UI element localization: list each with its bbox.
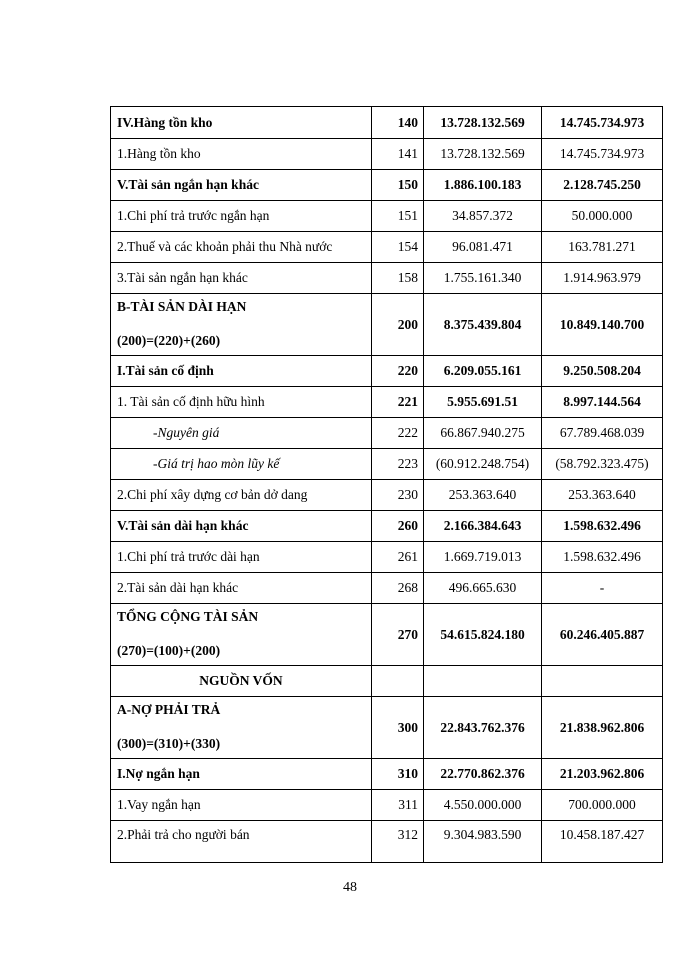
row-code: 141	[372, 139, 424, 170]
table-row	[111, 139, 663, 170]
row-code: 221	[372, 387, 424, 418]
value-current: (60.912.248.754)	[424, 449, 542, 480]
row-label: 1. Tài sản cố định hữu hình	[111, 387, 372, 418]
row-code: 300	[372, 697, 424, 759]
value-previous: 1.598.632.496	[542, 542, 663, 573]
row-code: 158	[372, 263, 424, 294]
value-current: 4.550.000.000	[424, 790, 542, 821]
value-previous: 1.598.632.496	[542, 511, 663, 542]
row-label: 2.Thuế và các khoản phải thu Nhà nước	[111, 232, 372, 263]
row-label: 2.Tài sản dài hạn khác	[111, 573, 372, 604]
row-label	[111, 604, 372, 666]
value-current	[424, 666, 542, 697]
value-current: 496.665.630	[424, 573, 542, 604]
value-previous: 2.128.745.250	[542, 170, 663, 201]
value-previous: (58.792.323.475)	[542, 449, 663, 480]
value-previous: 9.250.508.204	[542, 356, 663, 387]
row-code: 223	[372, 449, 424, 480]
value-current: 96.081.471	[424, 232, 542, 263]
row-label: 1.Hàng tồn kho	[111, 139, 372, 170]
row-label: 1.Chi phí trả trước dài hạn	[111, 542, 372, 573]
value-previous: 700.000.000	[542, 790, 663, 821]
value-previous: 10.849.140.700	[542, 294, 663, 356]
value-current: 5.955.691.51	[424, 387, 542, 418]
value-current: 54.615.824.180	[424, 604, 542, 666]
value-current: 6.209.055.161	[424, 356, 542, 387]
row-code: 200	[372, 294, 424, 356]
value-previous: 14.745.734.973	[542, 107, 663, 139]
row-label-line2: (200)=(220)+(260)	[117, 332, 221, 348]
value-previous: 21.838.962.806	[542, 697, 663, 759]
row-label	[111, 697, 372, 759]
row-label-line1: TỔNG CỘNG TÀI SẢN	[117, 608, 259, 624]
value-previous: 253.363.640	[542, 480, 663, 511]
row-label-line1: A-NỢ PHẢI TRẢ	[117, 701, 221, 717]
row-code: 268	[372, 573, 424, 604]
row-label: 1.Chi phí trả trước ngắn hạn	[111, 201, 372, 232]
row-label-line2: (300)=(310)+(330)	[117, 735, 221, 751]
value-current: 9.304.983.590	[424, 821, 542, 863]
value-previous: 60.246.405.887	[542, 604, 663, 666]
row-code: 310	[372, 759, 424, 790]
table-row	[111, 821, 663, 863]
value-previous: 1.914.963.979	[542, 263, 663, 294]
row-label-line1: B-TÀI SẢN DÀI HẠN	[117, 298, 247, 314]
value-previous: 14.745.734.973	[542, 139, 663, 170]
table-row	[111, 356, 663, 387]
value-previous: 163.781.271	[542, 232, 663, 263]
row-label: I.Nợ ngắn hạn	[111, 759, 372, 790]
table-row	[111, 263, 663, 294]
row-code: 140	[372, 107, 424, 139]
row-code: 230	[372, 480, 424, 511]
table-row	[111, 759, 663, 790]
balance-sheet-table	[110, 106, 663, 863]
value-current: 8.375.439.804	[424, 294, 542, 356]
value-current: 13.728.132.569	[424, 139, 542, 170]
row-code: 220	[372, 356, 424, 387]
value-current: 1.755.161.340	[424, 263, 542, 294]
table-row	[111, 232, 663, 263]
row-code: 311	[372, 790, 424, 821]
row-code: 150	[372, 170, 424, 201]
section-heading: NGUỒN VỐN	[111, 666, 372, 697]
row-label	[111, 294, 372, 356]
table-row	[111, 604, 663, 666]
table-row	[111, 107, 663, 139]
table-row	[111, 201, 663, 232]
row-code: 222	[372, 418, 424, 449]
table-row	[111, 294, 663, 356]
row-label: V.Tài sản ngắn hạn khác	[111, 170, 372, 201]
row-code	[372, 666, 424, 697]
table-row	[111, 480, 663, 511]
row-code: 260	[372, 511, 424, 542]
value-current: 1.886.100.183	[424, 170, 542, 201]
table-row	[111, 511, 663, 542]
table-row	[111, 697, 663, 759]
value-previous: 50.000.000	[542, 201, 663, 232]
row-label: IV.Hàng tồn kho	[111, 107, 372, 139]
value-previous: 67.789.468.039	[542, 418, 663, 449]
row-label: I.Tài sản cố định	[111, 356, 372, 387]
value-previous: -	[542, 573, 663, 604]
row-label: 2.Phải trả cho người bán	[111, 821, 372, 863]
value-current: 22.770.862.376	[424, 759, 542, 790]
row-label: -Nguyên giá	[111, 418, 372, 449]
table-row	[111, 666, 663, 697]
table-row	[111, 170, 663, 201]
value-previous: 8.997.144.564	[542, 387, 663, 418]
table-row	[111, 387, 663, 418]
row-code: 261	[372, 542, 424, 573]
row-label: 2.Chi phí xây dựng cơ bản dở dang	[111, 480, 372, 511]
row-label: 1.Vay ngắn hạn	[111, 790, 372, 821]
value-current: 34.857.372	[424, 201, 542, 232]
table-row	[111, 790, 663, 821]
value-previous: 21.203.962.806	[542, 759, 663, 790]
row-label: 3.Tài sản ngắn hạn khác	[111, 263, 372, 294]
table-row	[111, 573, 663, 604]
row-code: 154	[372, 232, 424, 263]
value-previous: 10.458.187.427	[542, 821, 663, 863]
value-previous	[542, 666, 663, 697]
page-number: 48	[343, 880, 357, 895]
value-current: 2.166.384.643	[424, 511, 542, 542]
table-row	[111, 542, 663, 573]
value-current: 22.843.762.376	[424, 697, 542, 759]
table-row	[111, 418, 663, 449]
value-current: 253.363.640	[424, 480, 542, 511]
row-label: -Giá trị hao mòn lũy kế	[111, 449, 372, 480]
value-current: 66.867.940.275	[424, 418, 542, 449]
row-code: 151	[372, 201, 424, 232]
row-code: 312	[372, 821, 424, 863]
value-current: 13.728.132.569	[424, 107, 542, 139]
row-label-line2: (270)=(100)+(200)	[117, 642, 221, 658]
table-row	[111, 449, 663, 480]
value-current: 1.669.719.013	[424, 542, 542, 573]
row-label: V.Tài sản dài hạn khác	[111, 511, 372, 542]
row-code: 270	[372, 604, 424, 666]
